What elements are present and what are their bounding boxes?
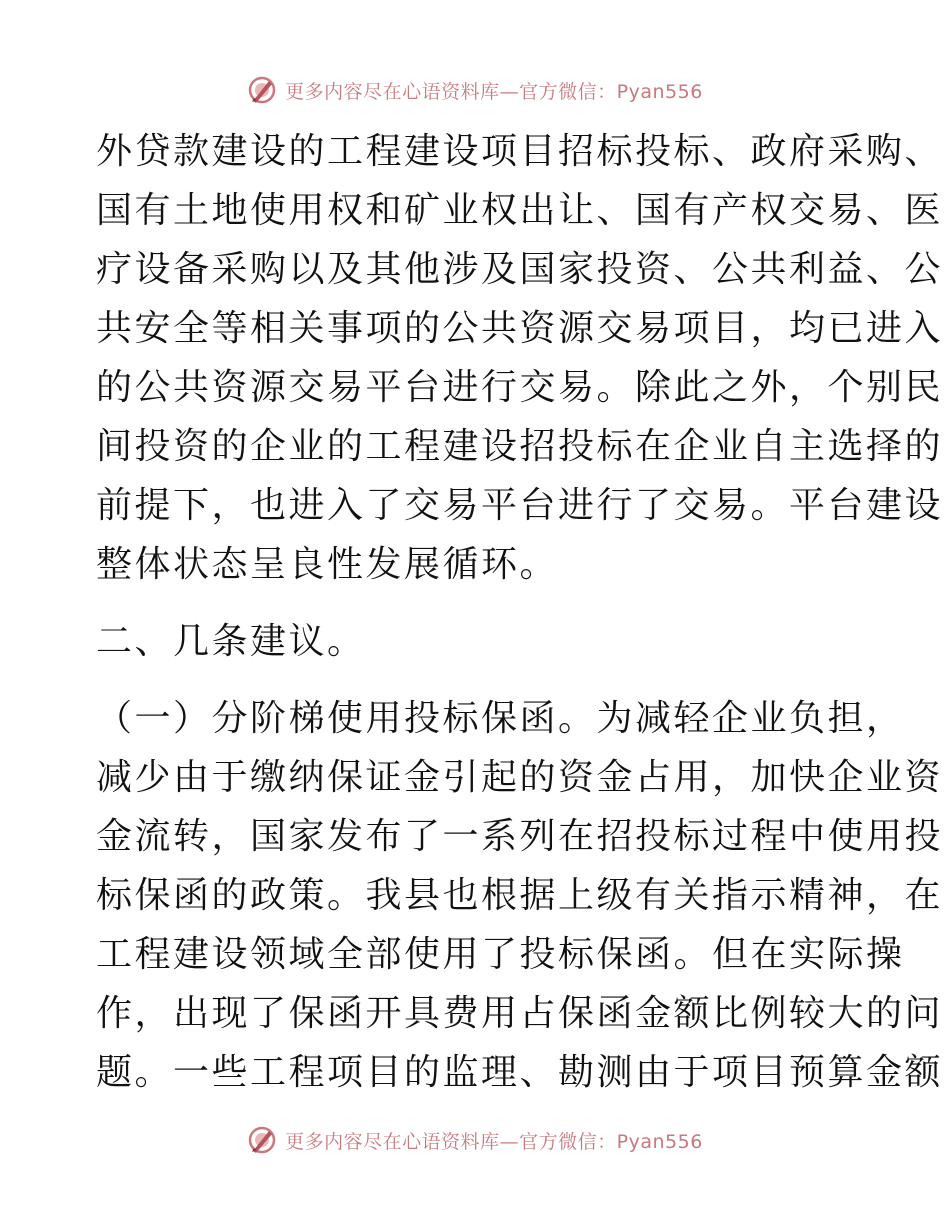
subsection-line-7: 题。一些工程项目的监理、勘测由于项目预算金额	[96, 1052, 944, 1093]
body-line-7: 前提下，也进入了交易平台进行了交易。平台建设	[96, 485, 944, 526]
pen-logo-icon	[247, 1125, 277, 1155]
footer-watermark	[0, 1120, 950, 1160]
pen-logo-icon	[247, 75, 277, 105]
watermark-wechat-id: Pyan556	[616, 80, 703, 103]
body-line-1: 外贷款建设的工程建设项目招标投标、政府采购、	[96, 131, 944, 172]
paragraph-spacer	[96, 594, 856, 612]
body-line-3: 疗设备采购以及其他涉及国家投资、公共利益、公	[96, 249, 944, 290]
subsection-line-3: 金流转，国家发布了一系列在招投标过程中使用投	[96, 816, 944, 857]
body-line-6: 间投资的企业的工程建设招投标在企业自主选择的	[96, 426, 944, 467]
watermark-wechat-id: Pyan556	[616, 1130, 703, 1153]
watermark-text: 更多内容尽在心语资料库—官方微信：	[285, 1130, 617, 1153]
body-line-5: 的公共资源交易平台进行交易。除此之外，个别民	[96, 367, 944, 408]
document-body	[96, 122, 944, 1102]
section-heading: 二、几条建议。	[96, 621, 366, 662]
body-line-8: 整体状态呈良性发展循环。	[96, 544, 559, 585]
subsection-line-6: 作，出现了保函开具费用占保函金额比例较大的问	[96, 993, 944, 1034]
paragraph-spacer	[96, 671, 856, 689]
header-watermark	[0, 70, 950, 110]
subsection-line-5: 工程建设领域全部使用了投标保函。但在实际操	[96, 934, 905, 975]
watermark-text: 更多内容尽在心语资料库—官方微信：	[285, 80, 617, 103]
subsection-line-1: （一）分阶梯使用投标保函。为减轻企业负担，	[96, 698, 905, 739]
subsection-line-4: 标保函的政策。我县也根据上级有关指示精神，在	[96, 875, 944, 916]
subsection-line-2: 减少由于缴纳保证金引起的资金占用，加快企业资	[96, 757, 944, 798]
body-line-2: 国有土地使用权和矿业权出让、国有产权交易、医	[96, 190, 944, 231]
body-line-4: 共安全等相关事项的公共资源交易项目，均已进入	[96, 308, 944, 349]
